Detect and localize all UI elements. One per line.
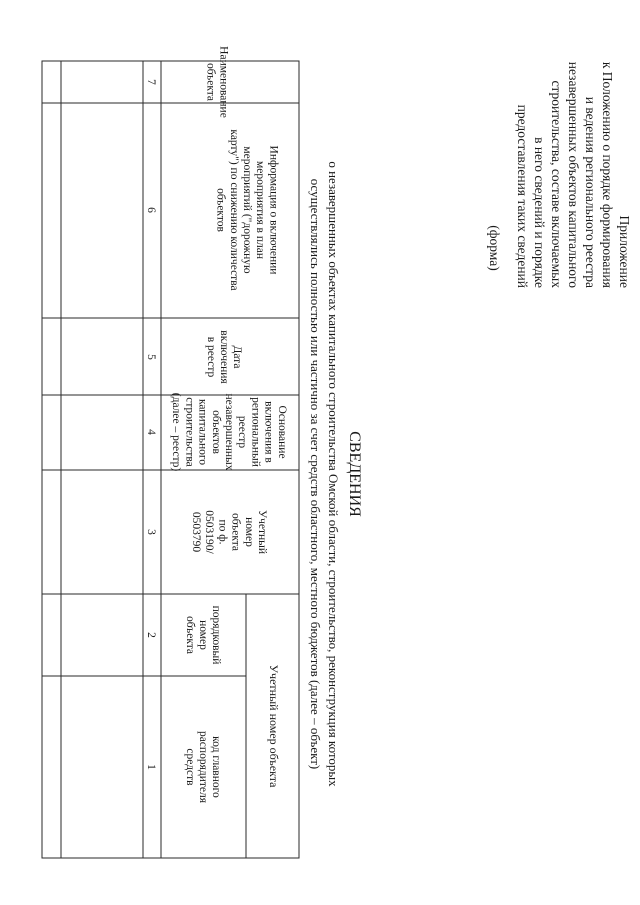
document-heading: СВЕДЕНИЯ [346,431,363,517]
header-col-4-line-7: строительства [183,397,196,467]
column-number-6: 6 [145,207,157,213]
appendix-line-0: Приложение [617,215,632,288]
appendix-line-2: и ведения регионального реестра [583,96,598,288]
column-number-5: 5 [145,354,157,360]
header-col-5-line-2: в реестр [204,336,217,378]
appendix-line-4: строительства, составе включаемых [549,80,564,288]
header-col-7-line-0: Наименование [217,46,230,118]
header-col-5 [205,330,243,384]
header-col-7 [204,46,229,118]
column-number-1: 1 [145,764,157,770]
header-col-3-line-2: объекта [229,512,242,552]
header-col-4-line-8: (далее – реестр) [170,392,183,472]
header-col-3-line-1: номер [242,517,255,547]
header-col-4-line-6: капитального [196,398,209,466]
header-col-1-line-1: распорядителя [197,730,209,804]
header-col-4-line-5: объектов [209,410,222,454]
header-col-4-line-4: незавершенных [223,393,235,471]
header-col-3 [190,510,268,555]
header-col-5-line-1: включения [218,330,230,384]
title-block [308,161,363,787]
document-title-line-1: о незавершенных объектах капитального строительства Омской области, строительство, реконструкция которых [326,161,341,787]
appendix-line-3: незавершенных объектов капитального [566,61,581,288]
form-label: (форма) [487,225,502,271]
header-col-2-line-1: номер [197,620,209,650]
header-col-3-line-5: 0503790 [190,511,202,553]
column-number-3: 3 [145,529,157,535]
header-col-5-line-0: Дата [231,345,244,369]
header-col-4 [170,393,288,472]
header-col-4-line-3: реестр [236,415,249,449]
header-col-1-line-2: средств [183,748,196,786]
header-col-1 [184,731,222,804]
column-number-2: 2 [145,632,157,638]
header-col-6-line-1: мероприятия в план [254,160,267,260]
header-col-1-line-0: код главного [210,736,223,798]
header-col-4-line-1: включения в [262,401,275,463]
header-col-6-line-2: мероприятий ("дорожную [241,146,253,274]
appendix-line-6: предоставления таких сведений [515,104,530,288]
appendix-block [487,62,632,289]
appendix-line-1: к Положению о порядке формирования [600,61,615,288]
appendix-line-5: в него сведений и порядке [532,137,547,288]
column-number-4: 4 [145,429,157,435]
header-col-2 [184,606,222,665]
header-col-6 [215,129,280,290]
column-numbers-row [145,79,157,770]
header-col-6-line-0: Информация о включении [267,145,280,275]
group-header-accounting-number: Учетный номер объекта [267,664,281,788]
header-col-6-line-3: карту") по снижению количества [227,129,240,291]
table-header [170,46,288,804]
header-col-3-line-0: Учетный [256,509,268,555]
header-col-2-line-2: объекта [183,615,196,655]
header-col-3-line-3: по ф. [216,519,229,545]
header-col-4-line-0: Основание [275,405,288,459]
header-col-4-line-2: региональный [249,397,262,467]
header-col-6-line-4: объектов [214,188,227,232]
header-col-2-line-0: порядковый [210,605,223,665]
document-title-line-2: осуществлялись полностью или частично за счет средств областного, местного бюджетов (далее – объект) [308,178,323,770]
header-col-3-line-4: 0503190/ [203,510,216,554]
header-col-7-line-1: объекта [204,62,217,102]
column-number-7: 7 [145,79,157,85]
